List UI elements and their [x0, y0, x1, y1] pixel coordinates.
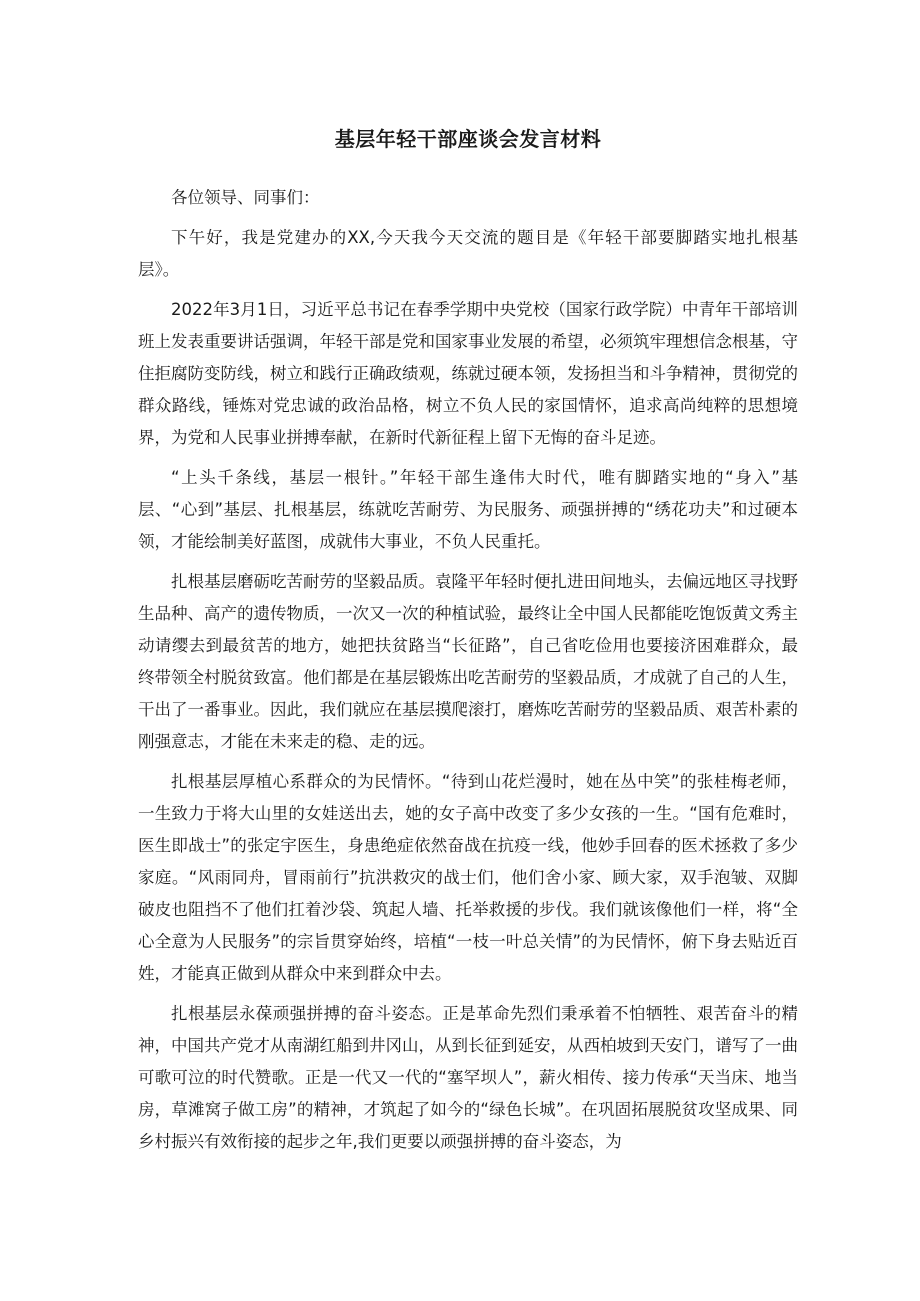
paragraph-hardworking: 扎根基层磨砺吃苦耐劳的坚毅品质。袁隆平年轻时便扎进田间地头，去偏远地区寻找野生品种、高产的遗传物质，一次又一次的种植试验，最终让全中国人民都能吃饱饭黄文秀主动请缨去到最贫苦的地方，她把扶贫路当“长征路”，自己省吃俭用也要接济困难群众，最终带领全村脱贫致富。他们都是在基层锻炼出吃苦耐劳的坚毅品质，才成就了自己的人生，干出了一番事业。因此，我们就应在基层摸爬滚打，磨炼吃苦耐劳的坚毅品质、艰苦朴素的刚强意志，才能在未来走的稳、走的远。	[138, 572, 798, 751]
paragraph-speech-background: 2022年3月1日，习近平总书记在春季学期中央党校（国家行政学院）中青年干部培训班上发表重要讲话强调，年轻干部是党和国家事业发展的希望，必须筑牢理想信念根基，守住拒腐防变防线，树立和践行正确政绩观，练就过硬本领，发扬担当和斗争精神，贯彻党的群众路线，锤炼对党忠诚的政治品格，树立不负人民的家国情怀，追求高尚纯粹的思想境界，为党和人民事业拼搏奉献，在新时代新征程上留下无悔的奋斗足迹。	[138, 300, 798, 447]
paragraph-people-oriented: 扎根基层厚植心系群众的为民情怀。“待到山花烂漫时，她在丛中笑”的张桂梅老师，一生致力于将大山里的女娃送出去，她的女子高中改变了多少女孩的一生。“国有危难时，医生即战士”的张定宇医生，身患绝症依然奋战在抗疫一线，他妙手回春的医术拯救了多少家庭。“风雨同舟，冒雨前行”抗洪救灾的战士们，他们舍小家、顾大家，双手泡皱、双脚破皮也阻挡不了他们扛着沙袋、筑起人墙、托举救援的步伐。我们就该像他们一样，将“全心全意为人民服务”的宗旨贯穿始终，培植“一枝一叶总关情”的为民情怀，俯下身去贴近百姓，才能真正做到从群众中来到群众中去。	[138, 772, 798, 983]
paragraph-striving: 扎根基层永葆顽强拼搏的奋斗姿态。正是革命先烈们秉承着不怕牺牲、艰苦奋斗的精神，中国共产党才从南湖红船到井冈山，从到长征到延安，从西柏坡到天安门，谱写了一曲可歌可泣的时代赞歌。正是一代又一代的“塞罕坝人”，薪火相传、接力传承“天当床、地当房，草滩窝子做工房”的精神，才筑起了如今的“绿色长城”。在巩固拓展脱贫攻坚成果、同乡村振兴有效衔接的起步之年,我们更要以顽强拼搏的奋斗姿态，为	[138, 1004, 798, 1151]
document-title: 基层年轻干部座谈会发言材料	[334, 127, 602, 151]
paragraph-thesis: “上头千条线，基层一根针。”年轻干部生逢伟大时代，唯有脚踏实地的“身入”基层、“心到”基层、扎根基层，练就吃苦耐劳、为民服务、顽强拼搏的“绣花功夫”和过硬本领，才能绘制美好蓝图，成就伟大事业，不负人民重托。	[138, 468, 798, 551]
paragraph-greeting: 下午好，我是党建办的XX,今天我今天交流的题目是《年轻干部要脚踏实地扎根基层》。	[138, 228, 798, 279]
document-page	[138, 124, 798, 1166]
salutation: 各位领导、同事们：	[171, 188, 320, 207]
